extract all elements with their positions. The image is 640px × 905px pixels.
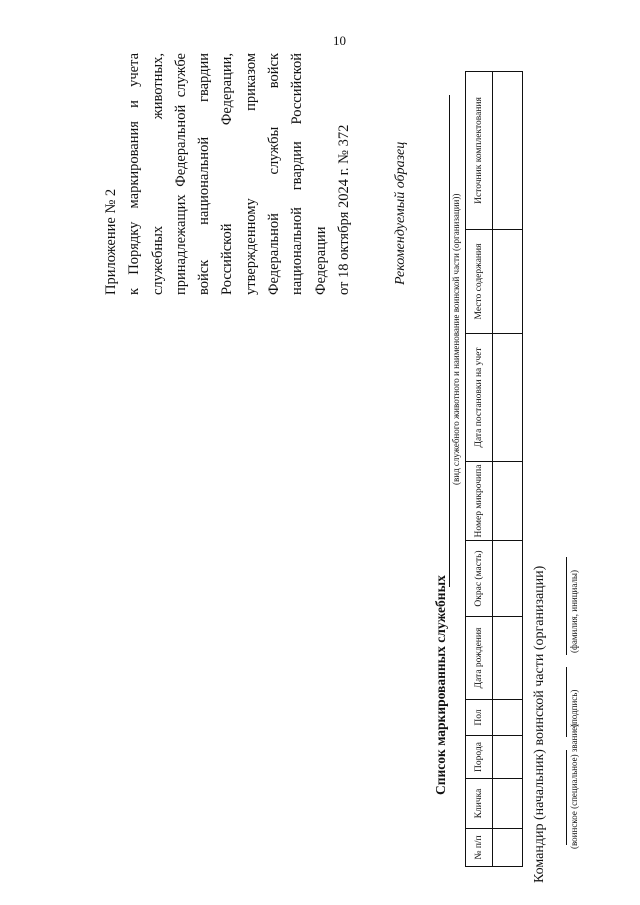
appendix-block (100, 53, 356, 295)
signature-line (566, 667, 567, 737)
table-cell (493, 541, 523, 617)
sample-label: Рекомендуемый образец (393, 141, 408, 285)
table-cell (493, 617, 523, 700)
header-cell: № п/п (466, 829, 493, 867)
list-title: Список маркированных служебных (433, 575, 448, 795)
header-cell: Кличка (466, 779, 493, 829)
rank-caption: (воинское (специальное) звание) (569, 723, 579, 849)
table-cell (493, 779, 523, 829)
table-cell (493, 230, 523, 334)
table-cell (493, 462, 523, 541)
header-cell: Источник комплектования (466, 72, 493, 230)
header-cell: Место содержания (466, 230, 493, 334)
name-line (566, 557, 567, 655)
header-cell: Номер микрочипа (466, 462, 493, 541)
header-cell: Пол (466, 700, 493, 736)
page-number: 10 (333, 33, 346, 48)
table-cell (493, 72, 523, 230)
table-cell (493, 736, 523, 779)
appendix-text: к Порядку маркирования и учета служебных животных, принадлежащих Федеральной службе войск национальной гвардии Российской Федерации, утвержденному приказом Федеральной службы войск национальной гвардии Российской Федерации (126, 53, 329, 295)
table-cell (493, 334, 523, 462)
header-cell: Порода (466, 736, 493, 779)
commander-label: Командир (начальник) воинской части (организации) (532, 565, 547, 883)
signature-caption: (подпись) (569, 689, 579, 727)
appendix-date: от 18 октября 2024 г. № 372 (335, 124, 352, 295)
header-cell: Дата рождения (466, 617, 493, 700)
name-caption: (фамилия, инициалы) (569, 570, 579, 653)
table-row (493, 72, 523, 867)
rank-line (566, 750, 567, 845)
appendix-title: Приложение № 2 (103, 188, 119, 295)
title-fill-line (449, 95, 450, 587)
registry-table (465, 71, 523, 867)
table-header-row (466, 72, 493, 867)
header-cell: Дата постановки на учет (466, 334, 493, 462)
title-caption: (вид служебного животного и наименование воинской части (организации)) (451, 193, 461, 485)
table-cell (493, 700, 523, 736)
header-cell: Окрас (масть) (466, 541, 493, 617)
table-cell (493, 829, 523, 867)
